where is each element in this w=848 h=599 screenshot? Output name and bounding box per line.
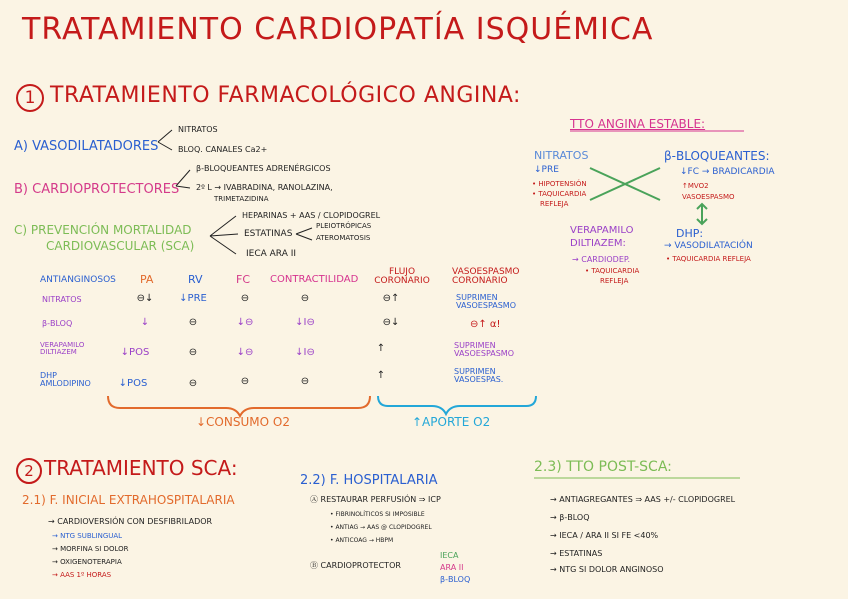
row-name-verap: VERAPAMILO DILTIAZEM: [40, 341, 85, 357]
aporte-brace: [378, 396, 536, 414]
tto-beta-side-1: ↑MVO2: [682, 182, 709, 190]
hosp-a-item-2: • ANTIAG → AAS @ CLOPIDOGREL: [330, 524, 432, 531]
cell-contr-1: ↓I⊖: [295, 317, 315, 328]
pleiotropicas-item: PLEIOTRÓPICAS: [316, 222, 372, 230]
tto-nitratos-side-3: REFLEJA: [540, 200, 569, 208]
tto-verap-side-2: • TAQUICARDIA: [585, 267, 640, 275]
tto-beta-side-2: VASOESPASMO: [682, 193, 735, 201]
section1-heading: TRATAMIENTO FARMACOLÓGICO ANGINA:: [50, 83, 521, 108]
vaso-brace: [158, 130, 172, 150]
tto-nitratos-side-2: • TAQUICARDIA: [532, 190, 587, 198]
cell-vaso-0: SUPRIMEN VASOESPASMO: [456, 293, 517, 311]
beta-bloq-item: β-BLOQUEANTES ADRENÉRGICOS: [196, 164, 331, 173]
ivabradina-item: 2º L → IVABRADINA, RANOLAZINA,: [196, 183, 333, 192]
header-contractilidad: CONTRACTILIDAD: [270, 274, 359, 285]
tto-estable-heading: TTO ANGINA ESTABLE:: [570, 117, 706, 131]
header-flujo: FLUJO CORONARIO: [374, 267, 430, 287]
hosp-title: 2.2) F. HOSPITALARIA: [300, 473, 438, 488]
cell-pa-3: ↓POS: [118, 378, 148, 389]
bloq-canales-item: BLOQ. CANALES Ca2+: [178, 145, 268, 154]
extra-item-3: → MORFINA SI DOLOR: [52, 545, 129, 553]
heparinas-item: HEPARINAS + AAS / CLOPIDOGREL: [242, 211, 381, 220]
hosp-b-item-1: IECA: [440, 551, 459, 560]
post-item-2: → β-BLOQ: [550, 513, 590, 522]
post-item-3: → IECA / ARA II SI FE <40%: [550, 531, 659, 540]
tto-dhp: DHP:: [676, 227, 704, 240]
tto-verap-2: DILTIAZEM:: [570, 238, 626, 249]
prevencion-label-2: CARDIOVASCULAR (SCA): [46, 239, 195, 253]
header-vasoespasmo: VASOESPASMO CORONARIO: [452, 267, 520, 287]
post-item-5: → NTG SI DOLOR ANGINOSO: [550, 565, 664, 574]
extra-title: 2.1) F. INICIAL EXTRAHOSPITALARIA: [22, 493, 235, 507]
nitratos-item: NITRATOS: [178, 125, 218, 134]
trimetazidina-item: TRIMETAZIDINA: [214, 195, 269, 203]
row-name-nitratos: NITRATOS: [42, 295, 82, 304]
tto-beta: β-BLOQUEANTES:: [664, 149, 770, 163]
extra-item-1: → CARDIOVERSIÓN CON DESFIBRILADOR: [48, 517, 213, 526]
tto-nitratos: NITRATOS: [534, 149, 589, 162]
vasodilatadores-label: A) VASODILATADORES: [14, 139, 159, 154]
cell-pa-0: ⊖↓: [136, 293, 154, 304]
aporte-label: ↑APORTE O2: [412, 415, 491, 429]
cell-pa-1: ↓: [140, 317, 150, 328]
header-rv: RV: [188, 273, 203, 286]
header-fc: FC: [236, 273, 251, 286]
cell-flujo-2: ↑: [376, 343, 386, 354]
section2-heading: TRATAMIENTO SCA:: [44, 456, 238, 480]
tto-nitratos-pre: ↓PRE: [534, 165, 559, 175]
cardioprotectores-label: B) CARDIOPROTECTORES: [14, 182, 180, 197]
cell-contr-3: ⊖: [300, 376, 310, 387]
ieca-ara-item: IECA ARA II: [246, 249, 297, 259]
row-name-beta: β-BLOQ: [42, 319, 73, 328]
cell-contr-0: ⊖: [300, 293, 310, 304]
hosp-b-item-3: β-BLOQ: [440, 575, 471, 584]
cell-flujo-1: ⊖↓: [382, 317, 400, 328]
consumo-label: ↓CONSUMO O2: [196, 415, 290, 429]
cell-contr-2: ↓I⊖: [295, 347, 315, 358]
prevencion-label-1: C) PREVENCIÓN MORTALIDAD: [14, 223, 192, 237]
section2-number-icon: 2: [16, 458, 42, 484]
tto-verap-1: VERAPAMILO: [570, 225, 634, 236]
tto-dhp-side: • TAQUICARDIA REFLEJA: [666, 255, 751, 263]
estatinas-arrow: [296, 228, 312, 240]
hosp-a: Ⓐ RESTAURAR PERFUSIÓN ⇒ ICP: [310, 495, 441, 504]
hosp-b-item-2: ARA II: [440, 563, 464, 572]
cell-vaso-3: SUPRIMEN VASOESPAS.: [454, 367, 504, 385]
tto-beta-fc: ↓FC → BRADICARDIA: [680, 167, 775, 177]
consumo-brace: [108, 396, 370, 416]
cell-fc-2: ↓⊖: [236, 347, 254, 358]
post-item-4: → ESTATINAS: [550, 549, 603, 558]
row-name-dhp: DHP AMLODIPINO: [40, 371, 91, 389]
extra-item-2: → NTG SUBLINGUAL: [52, 532, 123, 540]
cardio-brace: [176, 170, 190, 188]
cell-rv-2: ⊖: [188, 347, 198, 358]
cell-fc-3: ⊖: [240, 376, 250, 387]
tto-dhp-effect: → VASODILATACIÓN: [664, 241, 753, 251]
section1-number-icon: 1: [16, 84, 44, 112]
post-item-1: → ANTIAGREGANTES ⇒ AAS +/- CLOPIDOGREL: [550, 495, 736, 504]
cell-flujo-0: ⊖↑: [382, 293, 400, 304]
cell-fc-1: ↓⊖: [236, 317, 254, 328]
cell-flujo-3: ↑: [376, 370, 386, 381]
double-arrow: [697, 204, 707, 224]
cell-pa-2: ↓POS: [120, 347, 150, 358]
cell-rv-0: ↓PRE: [179, 293, 207, 304]
extra-item-5: → AAS 1º HORAS: [52, 571, 112, 579]
prevencion-brace: [210, 216, 238, 254]
tto-verap-side-1: → CARDIODEP.: [572, 255, 631, 264]
post-title: 2.3) TTO POST-SCA:: [534, 459, 672, 475]
cell-fc-0: ⊖: [240, 293, 250, 304]
page-title: TRATAMIENTO CARDIOPATÍA ISQUÉMICA: [22, 12, 654, 47]
cell-vaso-1: ⊖↑ α!: [470, 319, 501, 330]
hosp-b: Ⓑ CARDIOPROTECTOR: [310, 561, 401, 570]
cell-rv-1: ⊖: [188, 317, 198, 328]
tto-nitratos-side-1: • HIPOTENSIÓN: [532, 180, 587, 188]
ateromatosis-item: ATEROMATOSIS: [316, 234, 371, 242]
hosp-a-item-3: • ANTICOAG → HBPM: [330, 537, 394, 544]
hosp-a-item-1: • FIBRINOLÍTICOS SI IMPOSIBLE: [330, 511, 425, 518]
cell-rv-3: ⊖: [188, 378, 198, 389]
estatinas-item: ESTATINAS: [244, 229, 293, 239]
header-pa: PA: [140, 273, 154, 286]
tto-verap-side-3: REFLEJA: [600, 277, 629, 285]
extra-item-4: → OXIGENOTERAPIA: [52, 558, 122, 566]
header-antianginosos: ANTIANGINOSOS: [40, 275, 116, 285]
cell-vaso-2: SUPRIMEN VASOESPASMO: [454, 341, 515, 359]
